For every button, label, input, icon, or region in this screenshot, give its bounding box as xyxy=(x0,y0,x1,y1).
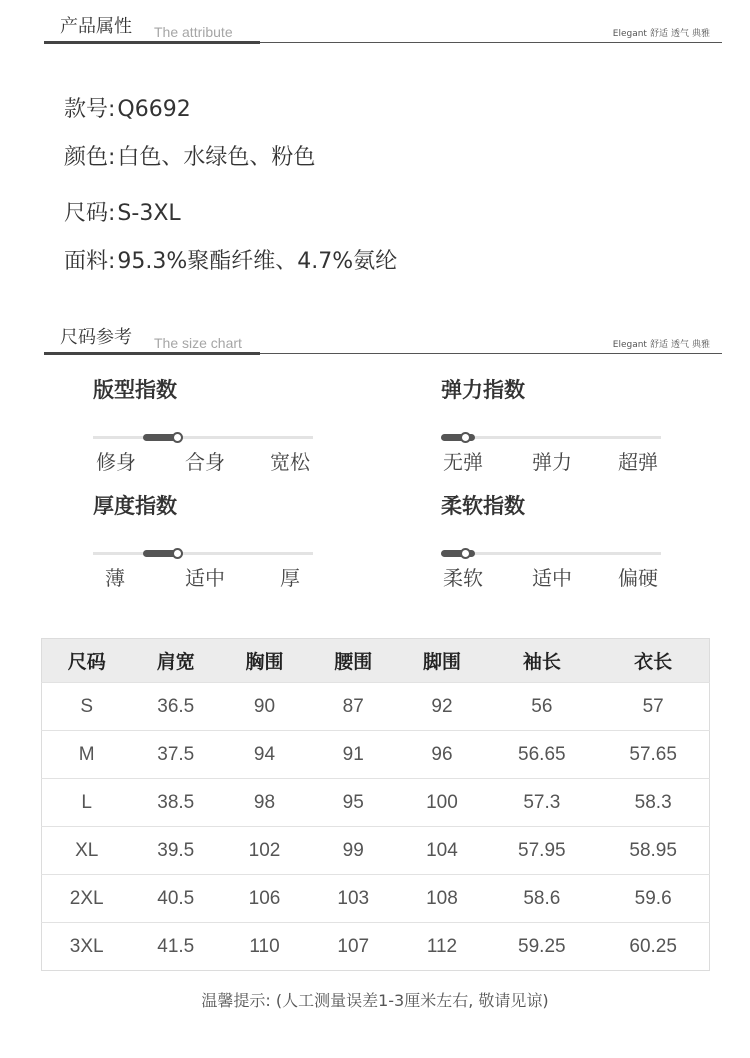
table-cell: S xyxy=(80,695,94,717)
index-label-mid: 适中 xyxy=(185,566,225,590)
table-cell: 87 xyxy=(342,695,364,717)
table-cell: 40.5 xyxy=(157,887,195,909)
size-table xyxy=(41,638,710,971)
table-cell: 56 xyxy=(531,695,553,717)
index-track xyxy=(441,552,661,555)
table-cell: 90 xyxy=(253,695,276,717)
table-cell: 94 xyxy=(253,743,276,765)
table-cell: 57.95 xyxy=(518,839,566,861)
measurement-note: 温馨提示: (人工测量误差1-3厘米左右, 敬请见谅) xyxy=(201,991,549,1010)
table-cell: 3XL xyxy=(69,935,104,957)
attribute-section-header xyxy=(44,13,722,43)
table-cell: L xyxy=(81,791,92,813)
index-label-low: 薄 xyxy=(105,566,125,590)
table-cell: 57.3 xyxy=(523,791,561,813)
table-cell: 110 xyxy=(249,935,280,957)
attr-size: 尺码:S-3XL xyxy=(64,201,181,226)
col-header-size: 尺码 xyxy=(67,651,106,673)
index-label-mid: 适中 xyxy=(532,566,572,590)
table-cell: 59.25 xyxy=(518,935,566,957)
thickness-index xyxy=(93,490,313,590)
index-knob xyxy=(172,432,183,443)
table-cell: 58.6 xyxy=(523,887,561,909)
header-tagline: Elegant 舒适 透气 典雅 xyxy=(612,29,710,39)
table-cell: 39.5 xyxy=(157,839,195,861)
table-cell: 58.95 xyxy=(629,839,677,861)
table-cell: 57.65 xyxy=(629,743,677,765)
table-cell: 108 xyxy=(426,887,458,909)
header-accent-bar xyxy=(44,41,260,44)
index-label-high: 偏硬 xyxy=(618,566,658,590)
index-title: 柔软指数 xyxy=(441,494,525,518)
table-cell: 56.65 xyxy=(518,743,566,765)
table-cell: 41.5 xyxy=(157,935,195,957)
fit-index xyxy=(93,374,313,474)
size-section-header xyxy=(44,324,722,354)
section-title-en: The size chart xyxy=(154,335,242,351)
table-cell: 99 xyxy=(342,839,364,861)
table-cell: 100 xyxy=(426,791,458,813)
table-cell: 92 xyxy=(431,695,453,717)
table-cell: 38.5 xyxy=(157,791,195,813)
table-cell: 106 xyxy=(248,887,281,909)
table-row xyxy=(42,683,710,731)
table-cell: 104 xyxy=(426,839,458,861)
table-cell: XL xyxy=(75,839,99,861)
index-label-mid: 合身 xyxy=(185,450,225,474)
elasticity-index xyxy=(441,374,661,474)
table-cell: 102 xyxy=(248,839,281,861)
attr-fabric: 面料:95.3%聚酯纤维、4.7%氨纶 xyxy=(64,249,398,274)
index-track xyxy=(441,436,661,439)
col-header-sleeve: 袖长 xyxy=(522,651,561,673)
table-cell: 96 xyxy=(431,743,453,765)
table-row xyxy=(42,779,710,827)
header-accent-bar xyxy=(44,352,260,355)
table-cell: 2XL xyxy=(69,887,104,909)
index-label-low: 无弹 xyxy=(443,450,483,474)
table-row xyxy=(42,731,710,779)
col-header-shoulder: 肩宽 xyxy=(156,651,195,673)
section-title-en: The attribute xyxy=(154,24,233,40)
table-cell: 95 xyxy=(342,791,364,813)
index-label-low: 修身 xyxy=(96,450,136,474)
table-row xyxy=(42,827,710,875)
col-header-hem: 脚围 xyxy=(422,651,461,673)
col-header-waist: 腰围 xyxy=(334,651,373,673)
index-label-high: 厚 xyxy=(280,566,300,590)
table-cell: 60.25 xyxy=(629,935,677,957)
header-tagline: Elegant 舒适 透气 典雅 xyxy=(612,340,710,350)
table-cell: M xyxy=(78,743,95,765)
table-row xyxy=(42,875,710,923)
table-cell: 58.3 xyxy=(634,791,672,813)
index-track xyxy=(93,436,313,439)
table-cell: 57 xyxy=(642,695,664,717)
table-cell: 59.6 xyxy=(634,887,672,909)
attr-style-number: 款号:Q6692 xyxy=(64,97,191,122)
index-label-high: 超弹 xyxy=(618,450,658,474)
index-knob xyxy=(172,548,183,559)
index-label-low: 柔软 xyxy=(443,566,483,590)
section-title: 产品属性 xyxy=(60,16,132,37)
index-label-mid: 弹力 xyxy=(532,450,572,474)
index-title: 弹力指数 xyxy=(441,378,525,402)
index-track xyxy=(93,552,313,555)
attr-color: 颜色:白色、水绿色、粉色 xyxy=(64,145,316,170)
softness-index xyxy=(441,490,661,590)
index-title: 版型指数 xyxy=(93,378,177,402)
index-knob xyxy=(460,548,471,559)
col-header-chest: 胸围 xyxy=(245,651,284,673)
col-header-length: 衣长 xyxy=(634,651,673,673)
table-cell: 91 xyxy=(342,743,364,765)
table-cell: 37.5 xyxy=(157,743,195,765)
index-title: 厚度指数 xyxy=(93,494,177,518)
table-cell: 36.5 xyxy=(157,695,195,717)
table-cell: 107 xyxy=(337,935,370,957)
table-row xyxy=(42,923,710,971)
table-cell: 112 xyxy=(426,935,458,957)
index-label-high: 宽松 xyxy=(270,450,310,474)
table-cell: 103 xyxy=(337,887,370,909)
index-knob xyxy=(460,432,471,443)
table-cell: 98 xyxy=(253,791,276,813)
section-title: 尺码参考 xyxy=(60,327,132,348)
table-header-row xyxy=(42,639,710,683)
